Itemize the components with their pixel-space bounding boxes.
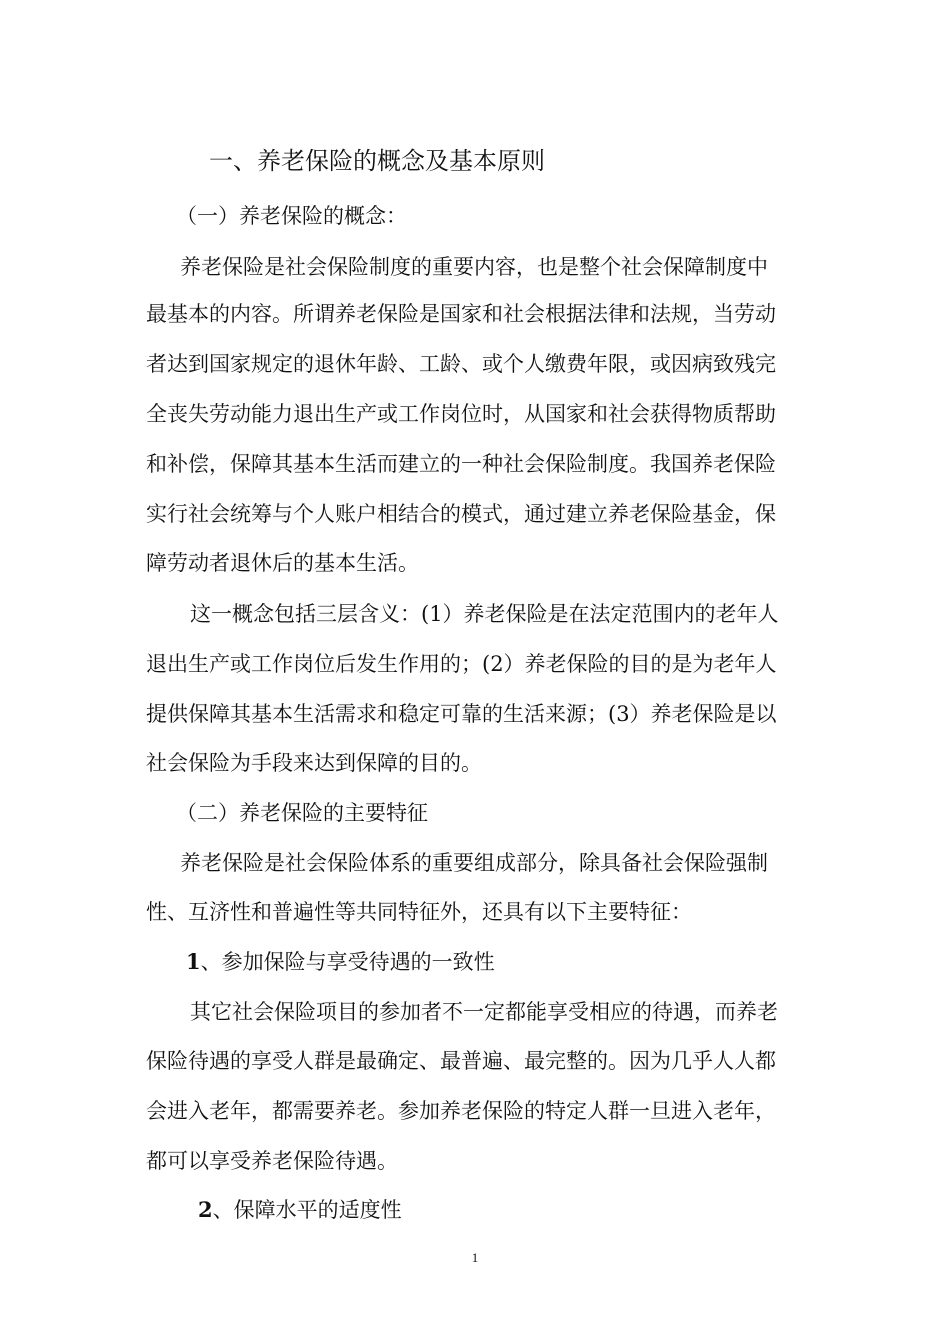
paragraph-2-line: 提供保障其基本生活需求和稳定可靠的生活来源；(3）养老保险是以 (146, 702, 777, 726)
page-number: 1 (471, 1250, 479, 1265)
paragraph-1-line: 者达到国家规定的退休年龄、工龄、或个人缴费年限，或因病致残完 (146, 352, 776, 376)
section-2-title: （二）养老保险的主要特征 (176, 801, 428, 825)
paragraph-1-line: 最基本的内容。所谓养老保险是国家和社会根据法律和法规，当劳动 (146, 302, 776, 326)
paragraph-3-line: 性、互济性和普遍性等共同特征外，还具有以下主要特征： (146, 900, 692, 924)
item-2-text: 、保障水平的适度性 (212, 1198, 402, 1222)
paragraph-1-line: 全丧失劳动能力退出生产或工作岗位时，从国家和社会获得物质帮助 (146, 402, 776, 426)
item-1-heading (186, 948, 495, 976)
paragraph-1-line: 障劳动者退休后的基本生活。 (146, 551, 419, 575)
paragraph-4-line: 其它社会保险项目的参加者不一定都能享受相应的待遇，而养老 (190, 1000, 778, 1024)
section-1-title: （一）养老保险的概念： (176, 204, 407, 228)
item-1-text: 、参加保险与享受待遇的一致性 (200, 950, 495, 974)
paragraph-4-line: 会进入老年，都需要养老。参加养老保险的特定人群一旦进入老年， (146, 1099, 776, 1123)
item-2-heading (198, 1196, 402, 1224)
paragraph-1-line: 实行社会统筹与个人账户相结合的模式，通过建立养老保险基金，保 (146, 502, 776, 526)
paragraph-1-line: 和补偿，保障其基本生活而建立的一种社会保险制度。我国养老保险 (146, 452, 776, 476)
paragraph-2-line: 退出生产或工作岗位后发生作用的；(2）养老保险的目的是为老年人 (146, 652, 777, 676)
paragraph-4-line: 都可以享受养老保险待遇。 (146, 1149, 398, 1173)
paragraph-2-line: 这一概念包括三层含义：(1）养老保险是在法定范围内的老年人 (190, 602, 779, 626)
item-1-number: 1 (186, 949, 201, 974)
item-2-number: 2 (198, 1197, 213, 1222)
paragraph-4-line: 保险待遇的享受人群是最确定、最普遍、最完整的。因为几乎人人都 (146, 1049, 776, 1073)
paragraph-3-line: 养老保险是社会保险体系的重要组成部分，除具备社会保险强制 (180, 851, 768, 875)
paragraph-2-line: 社会保险为手段来达到保障的目的。 (146, 751, 482, 775)
main-heading: 一、养老保险的概念及基本原则 (209, 147, 545, 175)
paragraph-1-line: 养老保险是社会保险制度的重要内容，也是整个社会保障制度中 (180, 255, 768, 279)
